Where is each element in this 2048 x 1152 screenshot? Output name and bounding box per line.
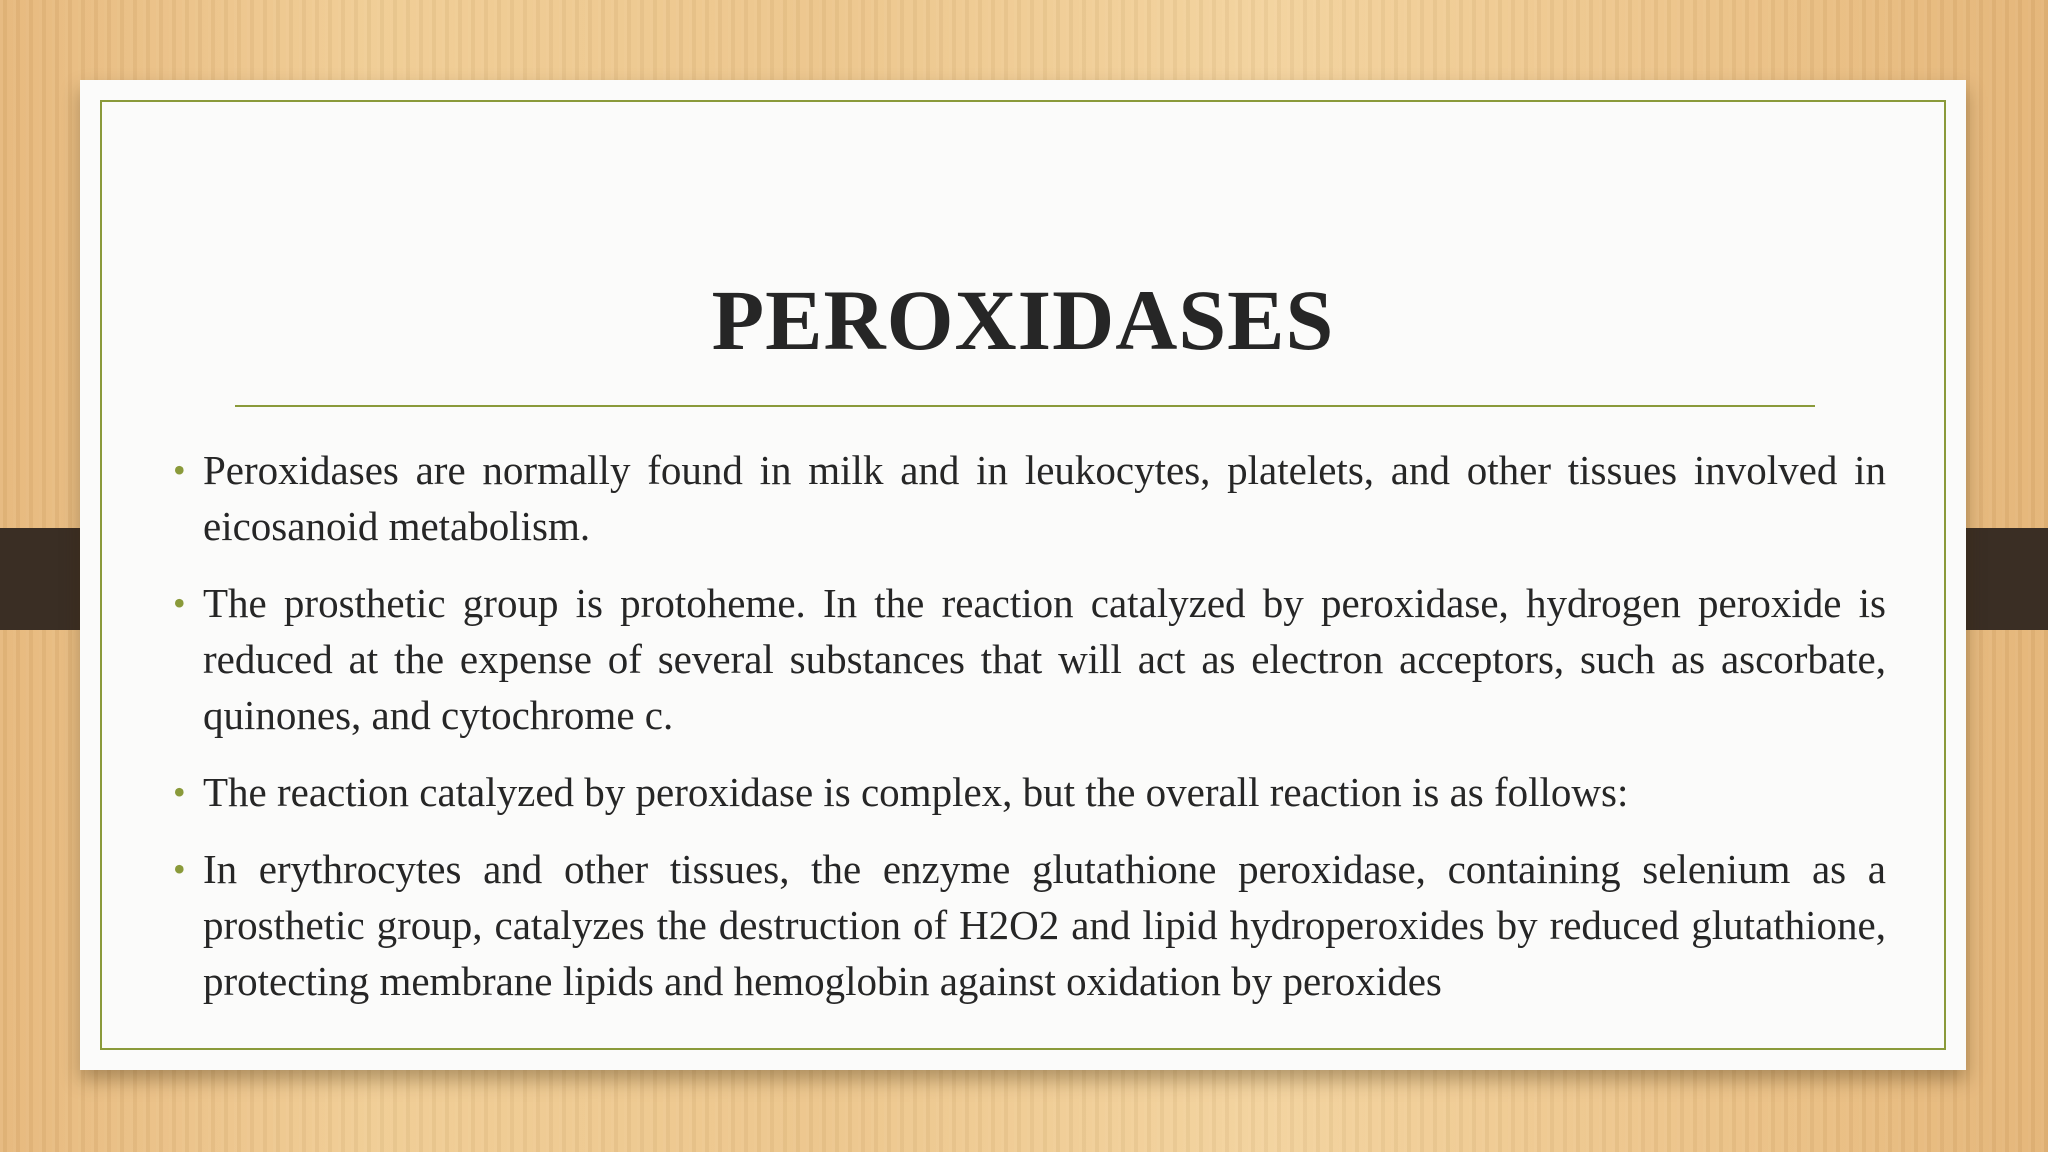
bullet-text: The reaction catalyzed by peroxidase is complex, but the overall reaction is as follows: [203, 769, 1629, 815]
bullet-dot-icon: • [173, 450, 186, 490]
bullet-dot-icon: • [173, 772, 186, 812]
slide-title: PEROXIDASES [711, 272, 1335, 368]
bullet-text: Peroxidases are normally found in milk and in leukocytes, platelets, and other tissues involved in eicosanoid metabolism. [203, 447, 1886, 549]
bullet-item [173, 442, 1886, 554]
bullet-dot-icon: • [173, 849, 186, 889]
bullet-item [173, 764, 1886, 820]
bullet-text: The prosthetic group is protoheme. In the reaction catalyzed by peroxidase, hydrogen peroxide is reduced at the expense of several substances that will act as electron acceptors, such as ascorbate, quinones, and cytochrome c. [203, 580, 1886, 738]
title-divider [235, 405, 1815, 407]
bullet-text: In erythrocytes and other tissues, the enzyme glutathione peroxidase, containing selenium as a prosthetic group, catalyzes the destruction of H2O2 and lipid hydroperoxides by reduced glutathione, protecting membrane lipids and hemoglobin against oxidation by peroxides [203, 846, 1886, 1004]
bullet-dot-icon: • [173, 583, 186, 623]
slide [80, 80, 1966, 1070]
bullet-list [173, 442, 1886, 1030]
bullet-item [173, 841, 1886, 1009]
bullet-item [173, 575, 1886, 743]
